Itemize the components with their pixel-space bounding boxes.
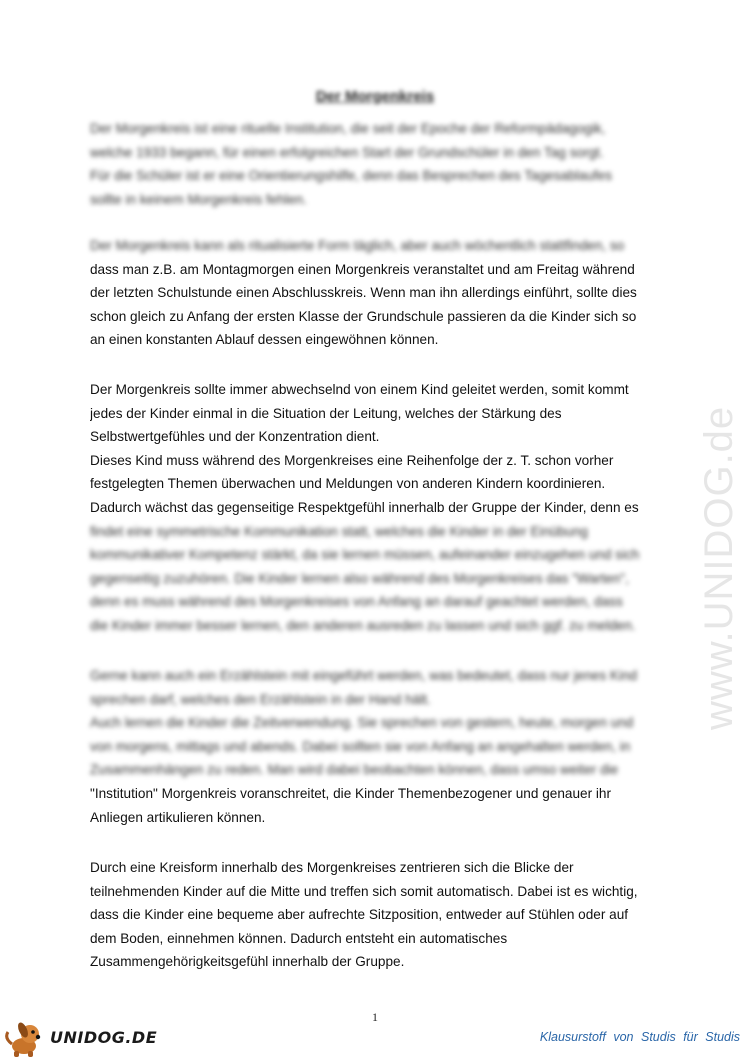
text-line: festgelegten Themen überwachen und Meldungen von anderen Kindern koordinieren. <box>90 476 606 492</box>
text-line: teilnehmenden Kinder auf die Mitte und treffen sich somit automatisch. Dabei ist es wichtig, <box>90 883 638 899</box>
text-line: Selbstwertgefühles und der Konzentration dient. <box>90 429 380 445</box>
text-line: Der Morgenkreis kann als ritualisierte Form täglich, aber auch wöchentlich stattfinden, so <box>90 238 625 253</box>
footer-tagline: Klausurstoff von Studis für Studis <box>539 1030 740 1044</box>
text-line: Dadurch wächst das gegenseitige Respektgefühl innerhalb der Gruppe der Kinder, denn es <box>90 499 639 515</box>
text-line: Zusammengehörigkeitsgefühl innerhalb der Gruppe. <box>90 954 405 970</box>
text-line: dem Boden, einnehmen können. Dadurch entsteht ein automatisches <box>90 930 508 946</box>
text-line: findet eine symmetrische Kommunikation statt, welches die Kinder in der Einübung <box>90 523 588 539</box>
page-number: 1 <box>372 1010 378 1024</box>
text-line: schon gleich zu Anfang der ersten Klasse der Grundschule passieren da die Kinder sich so <box>90 308 637 324</box>
text-line: Anliegen artikulieren können. <box>90 809 266 825</box>
paragraph-3 <box>90 378 660 638</box>
text-line: gegenseitig zuzuhören. Die Kinder lernen also während des Morgenkreises das "Warten", <box>90 570 629 586</box>
text-line: Der Morgenkreis sollte immer abwechselnd von einem Kind geleitet werden, somit kommt <box>90 382 629 397</box>
text-line: Durch eine Kreisform innerhalb des Morgenkreises zentrieren sich die Blicke der <box>90 860 574 875</box>
text-line: Für die Schüler ist er eine Orientierungshilfe, denn das Besprechen des Tagesablaufes <box>90 168 612 184</box>
text-line: denn es muss während des Morgenkreises von Anfang an darauf geachtet werden, dass <box>90 594 623 610</box>
text-line: Auch lernen die Kinder die Zeitverwendung. Sie sprechen von gestern, heute, morgen und <box>90 715 634 731</box>
text-line: Der Morgenkreis ist eine rituelle Institution, die seit der Epoche der Reformpädagogik, <box>90 121 606 136</box>
paragraph-1 <box>90 117 660 211</box>
text-line: Zusammenhängen zu reden. Man wird dabei beobachten können, dass umso weiter die <box>90 762 619 778</box>
watermark: www.UNIDOG.de <box>697 405 741 730</box>
text-line: die Kinder immer besser lernen, den anderen ausreden zu lassen und sich ggf. zu melden. <box>90 617 636 633</box>
paragraph-2 <box>90 234 660 352</box>
text-line: "Institution" Morgenkreis voranschreitet, die Kinder Themenbezogener und genauer ihr <box>90 785 611 801</box>
text-line: dass die Kinder eine bequeme aber aufrechte Sitzposition, entweder auf Stühlen oder auf <box>90 907 629 923</box>
logo-text: UNIDOG.DE <box>50 1028 158 1047</box>
text-line: der letzten Schulstunde einen Abschlusskreis. Wenn man ihn allerdings einführt, sollte dies <box>90 285 637 301</box>
paragraph-5 <box>90 856 660 974</box>
dog-mascot-icon <box>2 1018 50 1058</box>
text-line: an einen konstanten Ablauf dessen eingewöhnen können. <box>90 332 439 348</box>
document-title: Der Morgenkreis <box>315 88 435 105</box>
text-line: dass man z.B. am Montagmorgen einen Morgenkreis veranstaltet und am Freitag während <box>90 261 635 277</box>
paragraph-4 <box>90 664 660 829</box>
text-line: welche 1933 begann, für einen erfolgreichen Start der Grundschüler in den Tag sorgt. <box>90 144 604 160</box>
text-line: Dieses Kind muss während des Morgenkreises eine Reihenfolge der z. T. schon vorher <box>90 452 614 468</box>
text-line: kommunikativer Kompetenz stärkt, da sie lernen müssen, aufeinander einzugehen und sich <box>90 547 640 563</box>
unidog-logo <box>2 1018 162 1058</box>
text-line: sollte in keinem Morgenkreis fehlen. <box>90 191 307 207</box>
text-line: von morgens, mittags und abends. Dabei sollten sie von Anfang an angehalten werden, in <box>90 738 631 754</box>
text-line: sprechen darf, welches den Erzählstein in der Hand hält. <box>90 691 431 707</box>
text-line: Gerne kann auch ein Erzählstein mit eingeführt werden, was bedeutet, dass nur jenes Kind <box>90 668 638 683</box>
text-line: jedes der Kinder einmal in die Situation der Leitung, welches der Stärkung des <box>90 405 562 421</box>
